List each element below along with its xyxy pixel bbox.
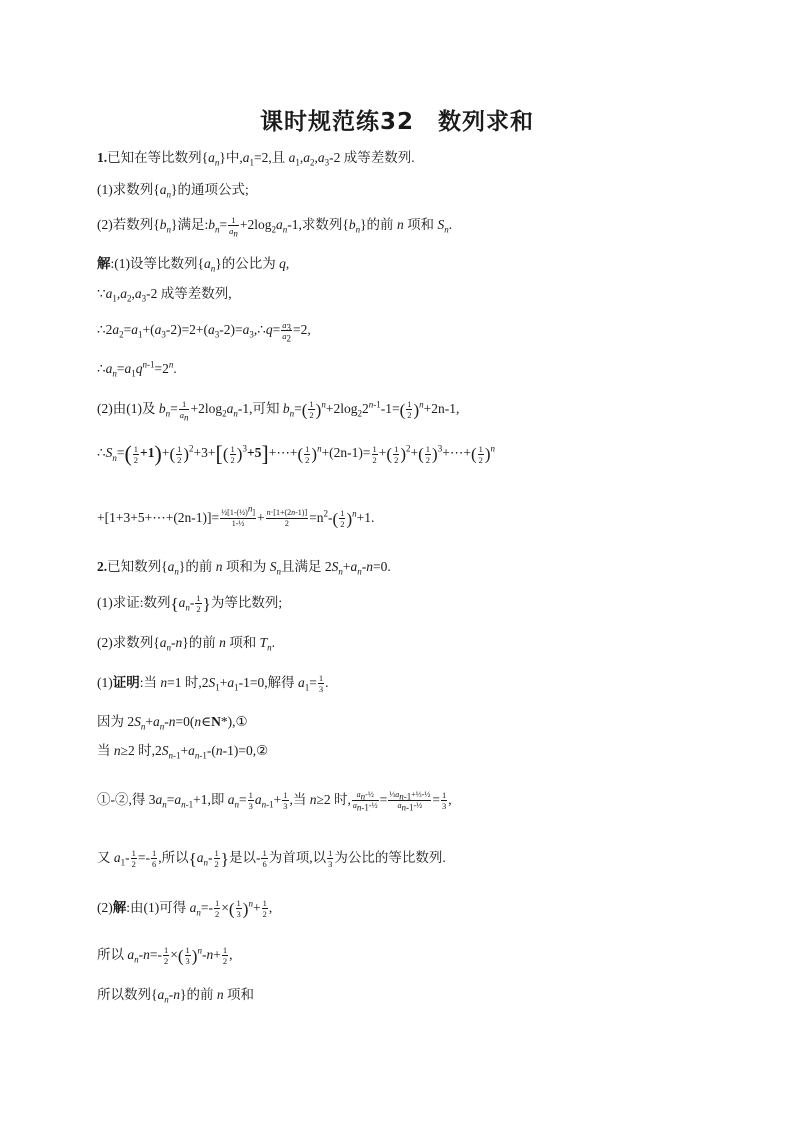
q1-solution-line5: (2)由(1)及 $b_n=$ $\frac{1}{a_n}$ $+2\log_2a_n-1$,可知 $b_n=$( $\frac{1}{2}$ )$^n+2\log_22^{n-1}-1=$( $\frac{1}{2}$ )$^n$+2n-1, <box>97 399 460 424</box>
q2-proof-line4: ①-②,得 $3a_n=a_{n-1}+1$,即 $a_n=$ $\frac{1}{3}$ $a_{n-1}+$ $\frac{1}{3}$ ,当 n≥2 时, $\frac{a_n-\frac{1}{2}}{a_{n-1}-\frac{1}{2}}$ = $\frac{\frac{1}{3}a_{n-1}+\frac{1}{3}-\frac{1}{2}}{a_{n-1}-\frac{1}{2}}$ = $\frac{1}{3}$ , <box>97 790 452 813</box>
q1-part1: (1)求数列$\{a_n\}$的通项公式; <box>97 182 249 200</box>
q1-solution-line3: $\therefore 2a_2=a_1+(a_3-2)=2+(a_3-2)=a_3,\therefore q=$ $\frac{a_3}{a_2}$ =2, <box>97 320 311 345</box>
q2-solution-line3: 所以数列$\{a_n-n\}$的前 n 项和 <box>97 987 254 1005</box>
q2-proof-line5: 又 $a_1-$ $\frac{1}{2}$ =- $\frac{1}{6}$ ,所以{$a_n-$ $\frac{1}{2}$ }是以- $\frac{1}{6}$ 为首项,以 $\frac{1}{3}$ 为公比的等比数列. <box>97 848 446 870</box>
page-title: 课时规范练32 数列求和 <box>259 109 534 135</box>
q1-solution-line4: $\therefore a_n=a_1q^{n-1}=2^n$. <box>97 359 177 379</box>
q2-solution-line2: 所以 $a_n-n=-$ $\frac{1}{2}$ ×( $\frac{1}{3}$ )$^n$-n+ $\frac{1}{2}$ , <box>97 945 233 967</box>
q1-solution-line2: $\because a_1,a_2,a_3-2$ 成等差数列, <box>97 286 232 304</box>
q1-solution-line1: 解:(1)设等比数列$\{a_n\}$的公比为 q, <box>97 256 290 274</box>
q2-proof-line2: 因为 $2S_n+a_n-n=0(n\in N*),①$ <box>97 714 248 732</box>
q2-proof-line1: (1)证明:当 n=1 时$,2S_1+a_1-1=0$,解得 $a_1=$ $\frac{1}{3}$ . <box>97 673 329 695</box>
q2-part2: (2)求数列$\{a_n-n\}$的前 n 项和 $T_n$. <box>97 635 275 653</box>
q1-stem: 1.已知在等比数列$\{a_n\}$中$,a_1=2$,且 $a_1,a_2,a_3-2$ 成等差数列. <box>97 150 415 168</box>
q2-part1: (1)求证:数列{$a_n-$ $\frac{1}{2}$ }为等比数列; <box>97 593 283 615</box>
q2-proof-line3: 当 n≥2 时$,2S_{n-1}+a_{n-1}-(n-1)=0,②$ <box>97 743 269 761</box>
q1-solution-line6: $\therefore S_n=$( $\frac{1}{2}$ +1)+( $\frac{1}{2}$ )$^2$+3+[( $\frac{1}{2}$ )$^3$+5]+⋯+( $\frac{1}{2}$ )$^n$+(2n-1)= $\frac{1}{2}$ +( $\frac{1}{2}$ )$^2$+( $\frac{1}{2}$ )$^3$+⋯+( $\frac{1}{2}$ )$^n$ <box>97 441 496 466</box>
q1-solution-line7: +[1+3+5+⋯+(2n-1)]= $\frac{\frac{1}{2}[1-(\frac{1}{2})^n]}{\text{1-½}}$ + $\frac{n\cdot[1+(2n-1)]}{2}$ $=n^2-$( $\frac{1}{2}$ )$^n$+1. <box>97 503 375 530</box>
q1-part2: (2)若数列$\{b_n\}$满足$:b_n=$ $\frac{1}{a_n}$ $+2\log_2a_n-1$,求数列$\{b_n\}$的前 n 项和 $S_n$. <box>97 215 453 240</box>
q2-stem: 2.已知数列$\{a_n\}$的前 n 项和为 $S_n$且满足 $2S_n+a_n-n=0$. <box>97 559 391 577</box>
q2-solution-line1: (2)解:由(1)可得 $a_n=-$ $\frac{1}{2}$ ×( $\frac{1}{3}$ )$^n$+ $\frac{1}{2}$ , <box>97 898 273 920</box>
